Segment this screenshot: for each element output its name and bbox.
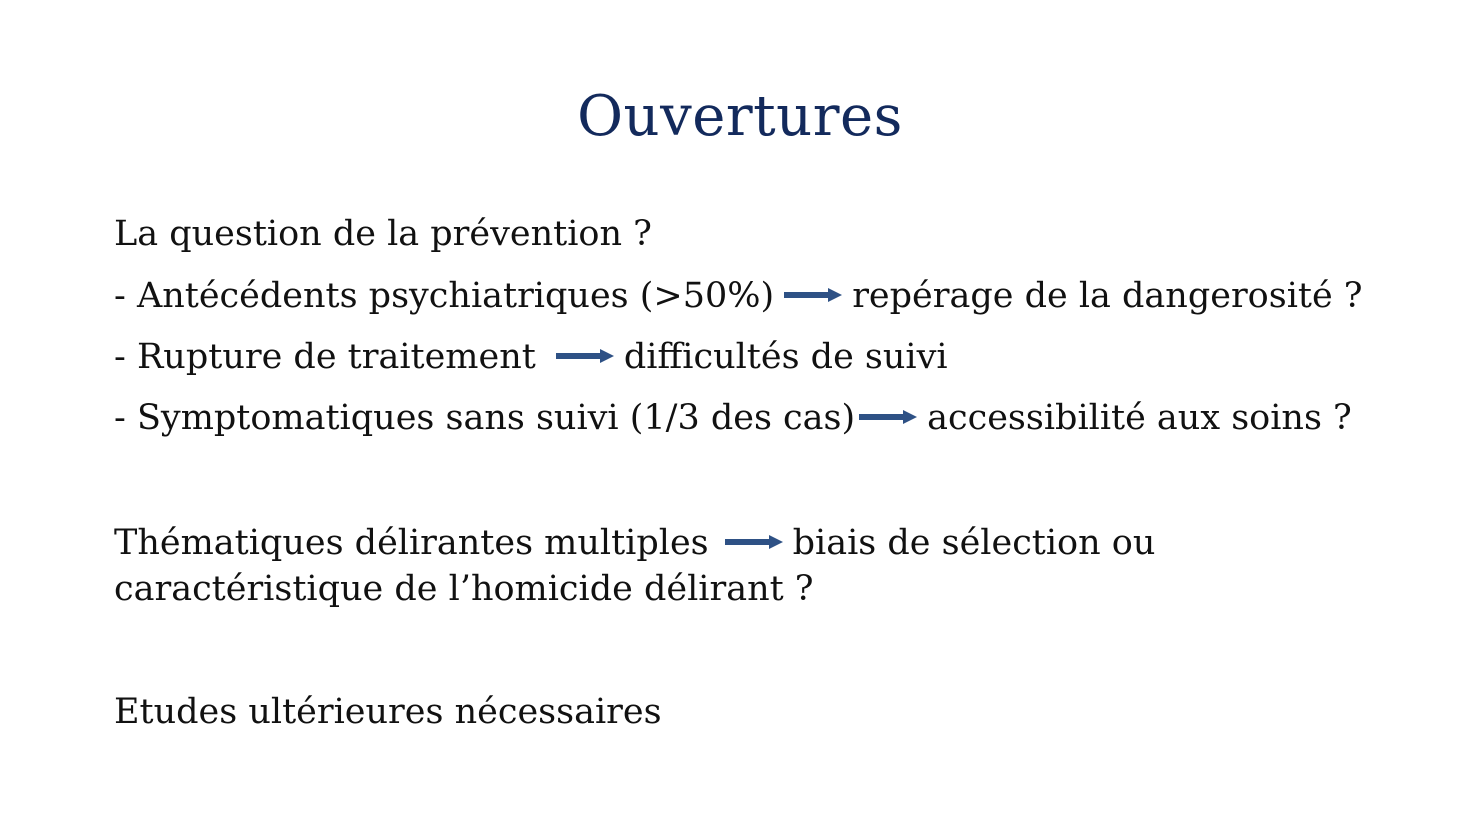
bullet-antecedents-right: repérage de la dangerosité ? [852, 276, 1363, 316]
right-arrow-icon [556, 349, 614, 363]
bullet-symptomatiques-left: - Symptomatiques sans suivi (1/3 des cas) [114, 398, 856, 438]
bullet-symptomatiques-right: accessibilité aux soins ? [927, 398, 1352, 438]
bullet-symptomatiques [114, 396, 1352, 440]
slide-title: Ouvertures [577, 84, 903, 149]
etudes-line: Etudes ultérieures nécessaires [114, 692, 662, 732]
bullet-rupture-right: difficultés de suivi [623, 337, 948, 377]
bullet-antecedents [114, 274, 1363, 318]
right-arrow-icon [784, 288, 842, 302]
bullet-rupture [114, 335, 948, 379]
bullet-rupture-left: - Rupture de traitement [114, 337, 536, 377]
bullet-antecedents-left: - Antécédents psychiatriques (>50%) [114, 276, 775, 316]
right-arrow-icon [725, 535, 783, 549]
thematiques-left: Thématiques délirantes multiples [114, 523, 709, 563]
thematiques-right: biais de sélection ou [792, 523, 1156, 563]
prevention-question: La question de la prévention ? [114, 214, 652, 254]
thematiques-line-1 [114, 521, 1155, 565]
thematiques-line-2: caractéristique de l’homicide délirant ? [114, 569, 814, 609]
right-arrow-icon [859, 410, 917, 424]
